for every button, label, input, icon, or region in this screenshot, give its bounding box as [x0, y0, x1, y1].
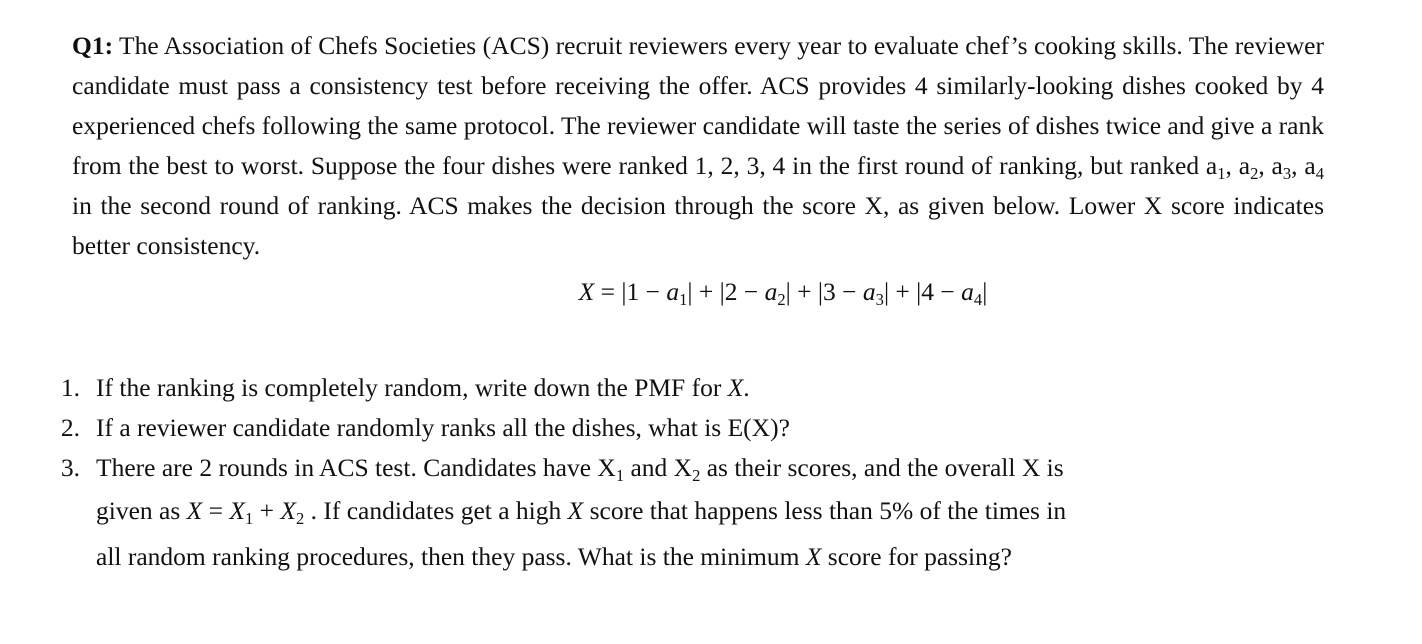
item-text: score for passing? — [821, 542, 1012, 571]
subscript: 3 — [1282, 163, 1292, 183]
list-item — [48, 408, 1228, 448]
formula-part: | + |4 − — [883, 277, 962, 306]
item-line — [96, 488, 1228, 534]
subscript: 2 — [295, 508, 305, 528]
formula-variable: a — [764, 277, 778, 306]
item-text: + — [253, 496, 281, 525]
subscript: 1 — [1217, 163, 1226, 183]
subscript: 1 — [615, 465, 625, 485]
item-text: If a reviewer candidate randomly ranks all the dishes, what is E(X)? — [96, 413, 790, 442]
item-variable: X — [727, 373, 744, 402]
item-text: and X — [624, 453, 693, 482]
formula-part: | + |3 − — [785, 277, 863, 306]
score-formula — [72, 272, 1324, 312]
subscript: 4 — [973, 289, 983, 309]
document-page — [72, 26, 1324, 312]
formula-variable: a — [862, 277, 876, 306]
item-variable: X — [805, 542, 822, 571]
formula-part: | + |2 − — [687, 277, 765, 306]
item-variable: X — [567, 496, 584, 525]
formula-variable: a — [666, 277, 680, 306]
item-line — [96, 534, 1228, 580]
formula-part: = |1 − — [594, 277, 667, 306]
question-intro-text: The Association of Chefs Societies (ACS) recruit reviewers every year to evaluate chef’s cooking skills. The reviewer candidate must pass a consistency test before receiving the offer. ACS provides 4 similarly-looking dishes cooked by 4 experienced chefs following the same protocol. The reviewer candidate will taste the series of dishes twice and give a rank from the best to worst. Suppose the four dishes were ranked 1, 2, 3, 4 in the first round of ranking, but ranked a — [72, 31, 1324, 180]
item-variable: X — [229, 496, 245, 525]
list-number: 1. — [60, 373, 80, 402]
item-text: given as — [96, 496, 187, 525]
item-text: There are 2 rounds in ACS test. Candidates have X — [96, 453, 616, 482]
list-number: 3. — [60, 453, 80, 482]
item-text: . — [743, 373, 750, 402]
list-item — [48, 368, 1228, 408]
subscript: 2 — [777, 289, 786, 309]
formula-variable: X — [578, 277, 595, 306]
item-variable: X — [186, 496, 203, 525]
subscript: 2 — [1250, 163, 1259, 183]
subscript: 1 — [244, 508, 254, 528]
item-text: = — [202, 496, 230, 525]
question-paragraph — [72, 26, 1324, 266]
formula-variable: a — [961, 277, 974, 306]
subscript: 2 — [692, 465, 701, 485]
list-item — [48, 448, 1228, 580]
formula-part: | — [982, 277, 988, 306]
item-text: as their scores, and the overall X is — [700, 453, 1064, 482]
subscript: 1 — [679, 289, 688, 309]
sub-question-list — [48, 368, 1228, 580]
question-label: Q1: — [72, 31, 114, 60]
separator: , a — [1225, 151, 1251, 180]
list-number: 2. — [60, 413, 80, 442]
item-text: score that happens less than 5% of the times in — [583, 496, 1067, 525]
subscript: 3 — [875, 289, 884, 309]
separator: , a — [1291, 151, 1316, 180]
item-text: . If candidates get a high — [304, 496, 568, 525]
question-intro-text-2: in the second round of ranking. ACS makes the decision through the score X, as given below. Lower X score indicates better consistency. — [72, 191, 1324, 260]
separator: , a — [1258, 151, 1283, 180]
item-text: If the ranking is completely random, write down the PMF for — [96, 373, 728, 402]
item-variable: X — [280, 496, 296, 525]
subscript: 4 — [1315, 163, 1324, 183]
item-text: all random ranking procedures, then they pass. What is the minimum — [96, 542, 806, 571]
